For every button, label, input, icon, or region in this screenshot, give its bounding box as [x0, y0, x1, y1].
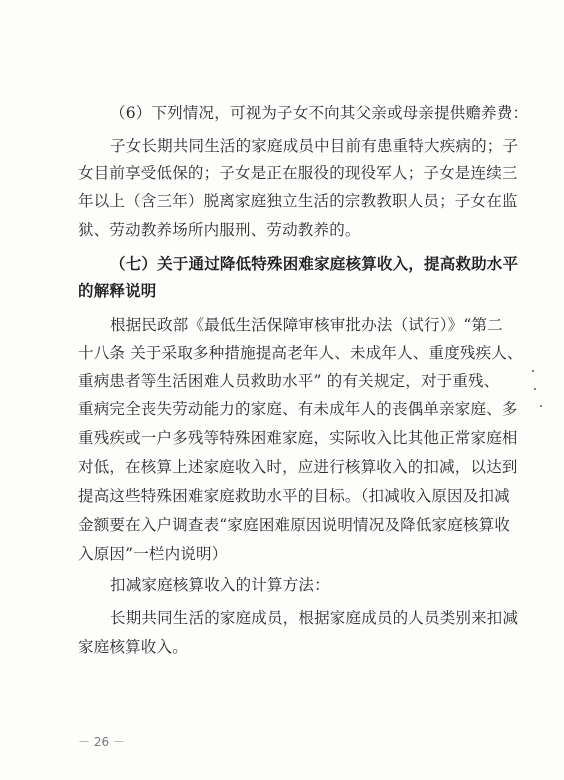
section-7-heading-line-2: 的解释说明: [78, 281, 157, 300]
paragraph-6-body-line-3: 年以上（含三年）脱离家庭独立生活的宗教教职人员；子女在监: [78, 192, 518, 210]
paragraph-6-body-line-4: 狱、劳动教养场所内服刑、劳动教养的。: [78, 221, 361, 239]
section-7-body-line-2: 十八条 关于采取多种措施提高老年人、未成年人、重度残疾人、: [78, 344, 523, 362]
section-7-body-line-6: 对低，在核算上述家庭收入时，应进行核算收入的扣减，以达到: [78, 458, 518, 476]
paragraph-6-body-line-2: 女目前享受低保的；子女是正在服役的现役军人；子女是连续三: [78, 164, 518, 182]
section-7-body-line-7: 提高这些特殊困难家庭救助水平的目标。（扣减收入原因及扣减: [78, 487, 510, 505]
calculation-method-body-line-2: 家庭核算收入。: [78, 638, 188, 656]
section-7-heading-line-1: （七）关于通过降低特殊困难家庭核算收入，提高救助水平: [110, 254, 519, 273]
scan-speck: [532, 370, 534, 372]
section-7-body-line-1: 根据民政部《最低生活保障审核审批办法（试行）》“第二: [110, 316, 503, 334]
page-number: － 26 －: [78, 735, 125, 749]
paragraph-6-heading: （6）下列情况，可视为子女不向其父亲或母亲提供赡养费：: [110, 104, 529, 122]
section-7-body-line-5: 重残疾或一户多残等特殊困难家庭，实际收入比其他正常家庭相: [78, 429, 518, 447]
scan-speck: [534, 388, 536, 390]
paragraph-6-body-line-1: 子女长期共同生活的家庭成员中目前有患重特大疾病的；子: [110, 137, 519, 155]
calculation-method-body-line-1: 长期共同生活的家庭成员，根据家庭成员的人员类别来扣减: [110, 609, 519, 627]
scan-speck: [540, 405, 542, 407]
section-7-body-line-8: 金额要在入户调查表“家庭困难原因说明情况及降低家庭核算收: [78, 516, 511, 534]
calculation-method-heading: 扣减家庭核算收入的计算方法：: [110, 576, 330, 594]
section-7-body-line-4: 重病完全丧失劳动能力的家庭、有未成年人的丧偶单亲家庭、多: [78, 400, 518, 418]
section-7-body-line-3: 重病患者等生活困难人员救助水平” 的有关规定，对于重残、: [78, 372, 500, 390]
section-7-body-line-9: 入原因”一栏内说明）: [78, 545, 228, 563]
